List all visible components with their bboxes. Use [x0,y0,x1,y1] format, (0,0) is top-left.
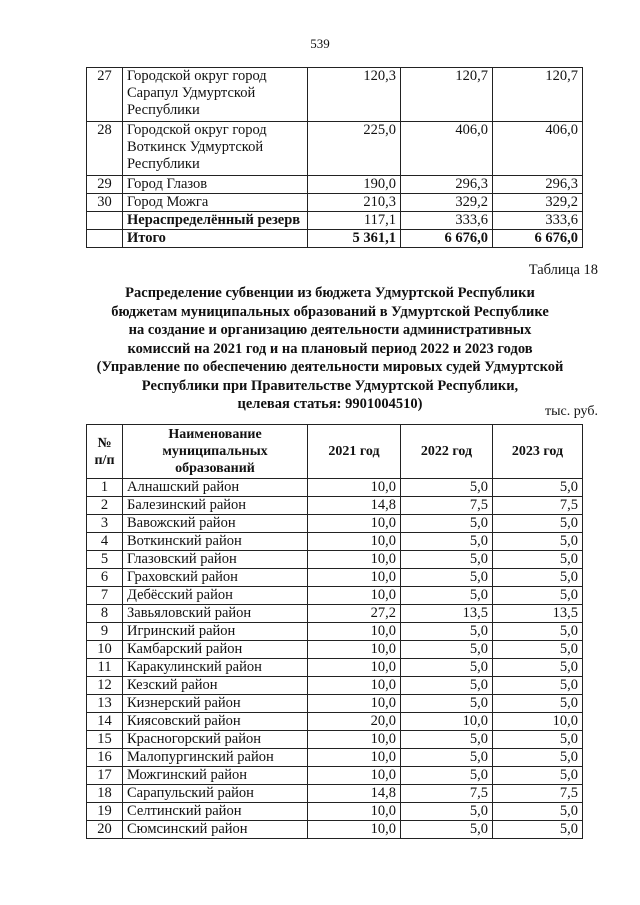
title-line: на создание и организацию деятельности административных [128,322,532,338]
municipality-name: Воткинский район [123,533,308,551]
value-2022: 5,0 [401,749,493,767]
row-number: 14 [87,713,123,731]
municipality-name: Вавожский район [123,515,308,533]
row-number: 27 [87,68,123,122]
value-2022: 329,2 [401,194,493,212]
title-line: (Управление по обеспечению деятельности мировых судей Удмуртской [96,359,564,375]
municipality-name: Городской округ город Воткинск Удмуртской Республики [123,122,308,176]
value-2021: 27,2 [308,605,401,623]
value-2022: 296,3 [401,176,493,194]
value-2023: 7,5 [493,785,583,803]
row-number: 17 [87,767,123,785]
table-row [87,533,583,551]
value-2022: 7,5 [401,497,493,515]
table-row [87,68,583,122]
value-2022: 5,0 [401,479,493,497]
header-2022: 2022 год [401,425,493,479]
total-row [87,230,583,248]
municipality-name: Игринский район [123,623,308,641]
subvention-table [86,424,583,839]
value-2021: 225,0 [308,122,401,176]
row-number: 10 [87,641,123,659]
value-2021: 10,0 [308,731,401,749]
total-2023: 6 676,0 [493,230,583,248]
value-2023: 5,0 [493,551,583,569]
reserve-label: Нераспределённый резерв [123,212,308,230]
units-label: тыс. руб. [545,404,598,419]
table-row [87,767,583,785]
row-number: 7 [87,587,123,605]
value-2022: 5,0 [401,641,493,659]
value-2023: 329,2 [493,194,583,212]
title-line: Распределение субвенции из бюджета Удмуртской Республики [125,285,535,301]
row-number: 18 [87,785,123,803]
municipality-name: Город Можга [123,194,308,212]
value-2022: 5,0 [401,533,493,551]
row-number: 5 [87,551,123,569]
municipality-name: Завьяловский район [123,605,308,623]
value-2022: 5,0 [401,569,493,587]
header-num: № п/п [87,425,123,479]
table-row [87,194,583,212]
value-2022: 5,0 [401,551,493,569]
value-2021: 120,3 [308,68,401,122]
value-2021: 190,0 [308,176,401,194]
municipality-name: Селтинский район [123,803,308,821]
value-2023: 5,0 [493,479,583,497]
table-row [87,713,583,731]
page-number: 539 [310,36,330,51]
table-row [87,695,583,713]
value-2023: 5,0 [493,623,583,641]
value-2023: 5,0 [493,767,583,785]
table-label: Таблица 18 [528,262,598,278]
value-2021: 210,3 [308,194,401,212]
value-2023: 5,0 [493,569,583,587]
municipality-name: Глазовский район [123,551,308,569]
value-2022: 5,0 [401,587,493,605]
municipality-name: Каракулинский район [123,659,308,677]
value-2021: 10,0 [308,821,401,839]
value-2021: 10,0 [308,767,401,785]
municipality-name: Кезский район [123,677,308,695]
value-2021: 20,0 [308,713,401,731]
row-number: 12 [87,677,123,695]
title-line: Республики при Правительстве Удмуртской Республики, [141,377,519,394]
row-number: 9 [87,623,123,641]
municipality-name: Городской округ город Сарапул Удмуртской Республики [123,68,308,122]
row-number: 11 [87,659,123,677]
municipality-name: Камбарский район [123,641,308,659]
row-number [87,230,123,248]
table-row [87,641,583,659]
value-2021: 10,0 [308,479,401,497]
municipality-name: Балезинский район [123,497,308,515]
continued-table [86,67,583,248]
municipality-name: Сюмсинский район [123,821,308,839]
value-2021: 117,1 [308,212,401,230]
value-2023: 5,0 [493,641,583,659]
value-2021: 10,0 [308,587,401,605]
header-row [87,425,583,479]
value-2021: 10,0 [308,641,401,659]
value-2022: 333,6 [401,212,493,230]
value-2023: 5,0 [493,533,583,551]
value-2022: 13,5 [401,605,493,623]
value-2021: 10,0 [308,551,401,569]
table-row [87,587,583,605]
value-2022: 406,0 [401,122,493,176]
title-line: бюджетам муниципальных образований в Удмуртской Республике [111,303,549,320]
row-number: 3 [87,515,123,533]
table-row [87,569,583,587]
value-2023: 5,0 [493,731,583,749]
table-row [87,176,583,194]
value-2021: 10,0 [308,659,401,677]
value-2023: 5,0 [493,515,583,533]
value-2022: 5,0 [401,623,493,641]
value-2021: 10,0 [308,695,401,713]
municipality-name: Кизнерский район [123,695,308,713]
table-row [87,659,583,677]
municipality-name: Дебёсский район [123,587,308,605]
value-2023: 5,0 [493,821,583,839]
value-2023: 406,0 [493,122,583,176]
row-number: 13 [87,695,123,713]
table-row [87,515,583,533]
municipality-name: Красногорский район [123,731,308,749]
value-2023: 7,5 [493,497,583,515]
table-row [87,731,583,749]
row-number: 15 [87,731,123,749]
table-row [87,677,583,695]
value-2022: 7,5 [401,785,493,803]
header-2021: 2021 год [308,425,401,479]
value-2022: 5,0 [401,695,493,713]
table-row [87,803,583,821]
reserve-row [87,212,583,230]
value-2022: 5,0 [401,803,493,821]
row-number: 6 [87,569,123,587]
value-2021: 10,0 [308,803,401,821]
value-2023: 120,7 [493,68,583,122]
value-2021: 10,0 [308,533,401,551]
title-line: комиссий на 2021 год и на плановый период 2022 и 2023 годов [127,340,533,357]
title-line: целевая статья: 9901004510) [237,396,423,412]
value-2022: 5,0 [401,515,493,533]
table-row [87,122,583,176]
row-number: 29 [87,176,123,194]
table-title [60,284,600,414]
municipality-name: Алнашский район [123,479,308,497]
header-2023: 2023 год [493,425,583,479]
table-row [87,749,583,767]
table-row [87,785,583,803]
municipality-name: Город Глазов [123,176,308,194]
total-2021: 5 361,1 [308,230,401,248]
value-2021: 10,0 [308,569,401,587]
value-2022: 5,0 [401,677,493,695]
table-row [87,479,583,497]
value-2021: 14,8 [308,785,401,803]
municipality-name: Киясовский район [123,713,308,731]
municipality-name: Можгинский район [123,767,308,785]
value-2021: 10,0 [308,623,401,641]
municipality-name: Граховский район [123,569,308,587]
value-2023: 10,0 [493,713,583,731]
row-number: 28 [87,122,123,176]
row-number: 8 [87,605,123,623]
value-2023: 296,3 [493,176,583,194]
value-2023: 5,0 [493,695,583,713]
table-row [87,605,583,623]
value-2023: 5,0 [493,749,583,767]
value-2023: 5,0 [493,659,583,677]
table-row [87,497,583,515]
table-row [87,623,583,641]
value-2022: 5,0 [401,767,493,785]
row-number: 30 [87,194,123,212]
row-number: 19 [87,803,123,821]
table-row [87,551,583,569]
value-2023: 5,0 [493,587,583,605]
total-label: Итого [123,230,308,248]
municipality-name: Сарапульский район [123,785,308,803]
total-2022: 6 676,0 [401,230,493,248]
value-2021: 10,0 [308,677,401,695]
table-row [87,821,583,839]
row-number: 16 [87,749,123,767]
municipality-name: Малопургинский район [123,749,308,767]
value-2023: 13,5 [493,605,583,623]
row-number [87,212,123,230]
value-2022: 5,0 [401,659,493,677]
header-name: Наименование муниципальных образований [123,425,308,479]
value-2021: 10,0 [308,749,401,767]
value-2023: 5,0 [493,677,583,695]
row-number: 4 [87,533,123,551]
value-2021: 10,0 [308,515,401,533]
value-2022: 10,0 [401,713,493,731]
row-number: 2 [87,497,123,515]
value-2021: 14,8 [308,497,401,515]
row-number: 1 [87,479,123,497]
value-2022: 5,0 [401,731,493,749]
row-number: 20 [87,821,123,839]
value-2023: 333,6 [493,212,583,230]
value-2023: 5,0 [493,803,583,821]
value-2022: 5,0 [401,821,493,839]
value-2022: 120,7 [401,68,493,122]
